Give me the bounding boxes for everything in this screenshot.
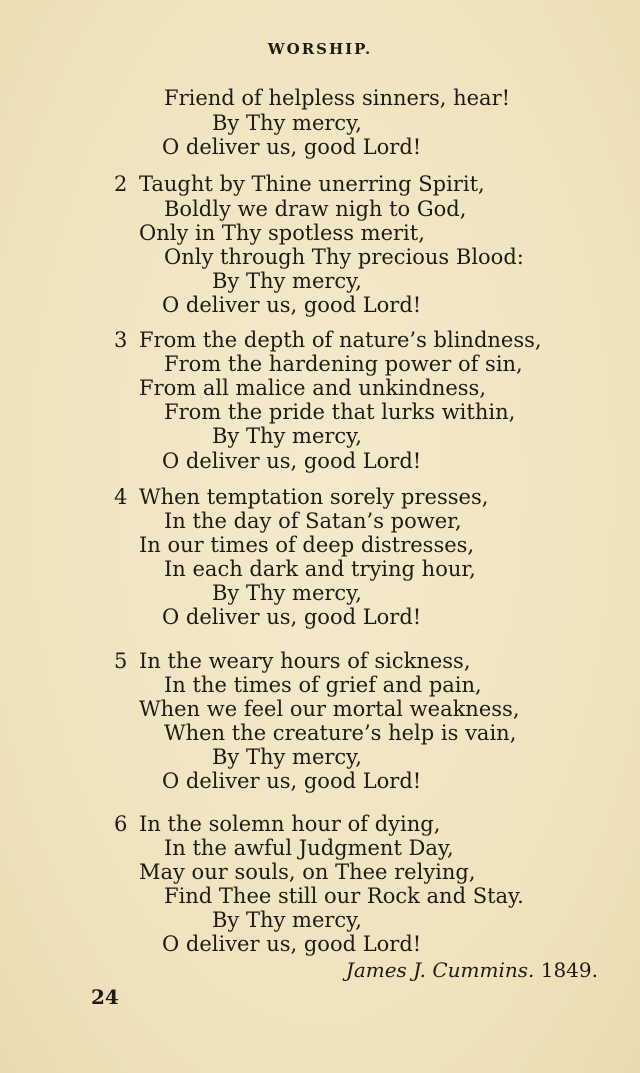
verse-line: May our souls, on Thee relying,: [139, 860, 476, 884]
stanza-number: 6: [114, 812, 128, 836]
intro-line: By Thy mercy,: [212, 111, 362, 135]
verse-line: From the pride that lurks within,: [164, 400, 516, 424]
verse-line: In the weary hours of sickness,: [139, 649, 471, 673]
verse-line: By Thy mercy,: [212, 908, 362, 932]
verse-line: Only through Thy precious Blood:: [164, 245, 524, 269]
verse-line: When the creature’s help is vain,: [164, 721, 517, 745]
author-name: James J. Cummins.: [345, 958, 535, 982]
verse-line: Find Thee still our Rock and Stay.: [164, 884, 524, 908]
verse-line: In the times of grief and pain,: [164, 673, 482, 697]
hymn-attribution: [346, 958, 598, 982]
verse-line: Taught by Thine unerring Spirit,: [139, 172, 485, 196]
verse-line: From the depth of nature’s blindness,: [139, 328, 542, 352]
verse-line: In our times of deep distresses,: [139, 533, 475, 557]
verse-line: In each dark and trying hour,: [164, 557, 476, 581]
verse-line: In the solemn hour of dying,: [139, 812, 441, 836]
verse-line: From the hardening power of sin,: [164, 352, 523, 376]
verse-line: O deliver us, good Lord!: [162, 449, 422, 473]
verse-line: Boldly we draw nigh to God,: [164, 197, 467, 221]
intro-line: Friend of helpless sinners, hear!: [164, 86, 511, 110]
verse-line: O deliver us, good Lord!: [162, 293, 422, 317]
verse-line: From all malice and unkindness,: [139, 376, 487, 400]
year: 1849.: [540, 958, 598, 982]
verse-line: By Thy mercy,: [212, 424, 362, 448]
stanza-number: 5: [114, 649, 128, 673]
verse-line: When temptation sorely presses,: [139, 485, 489, 509]
stanza-number: 3: [114, 328, 128, 352]
verse-line: When we feel our mortal weakness,: [139, 697, 520, 721]
verse-line: O deliver us, good Lord!: [162, 932, 422, 956]
verse-line: By Thy mercy,: [212, 581, 362, 605]
verse-line: Only in Thy spotless merit,: [139, 221, 425, 245]
running-header: WORSHIP.: [267, 40, 373, 58]
intro-line: O deliver us, good Lord!: [162, 135, 422, 159]
verse-line: By Thy mercy,: [212, 745, 362, 769]
stanza-number: 4: [114, 485, 128, 509]
verse-line: In the day of Satan’s power,: [164, 509, 462, 533]
stanza-number: 2: [114, 172, 128, 196]
verse-line: O deliver us, good Lord!: [162, 605, 422, 629]
verse-line: In the awful Judgment Day,: [164, 836, 454, 860]
verse-line: By Thy mercy,: [212, 269, 362, 293]
verse-line: O deliver us, good Lord!: [162, 769, 422, 793]
page-number: 24: [91, 985, 119, 1009]
